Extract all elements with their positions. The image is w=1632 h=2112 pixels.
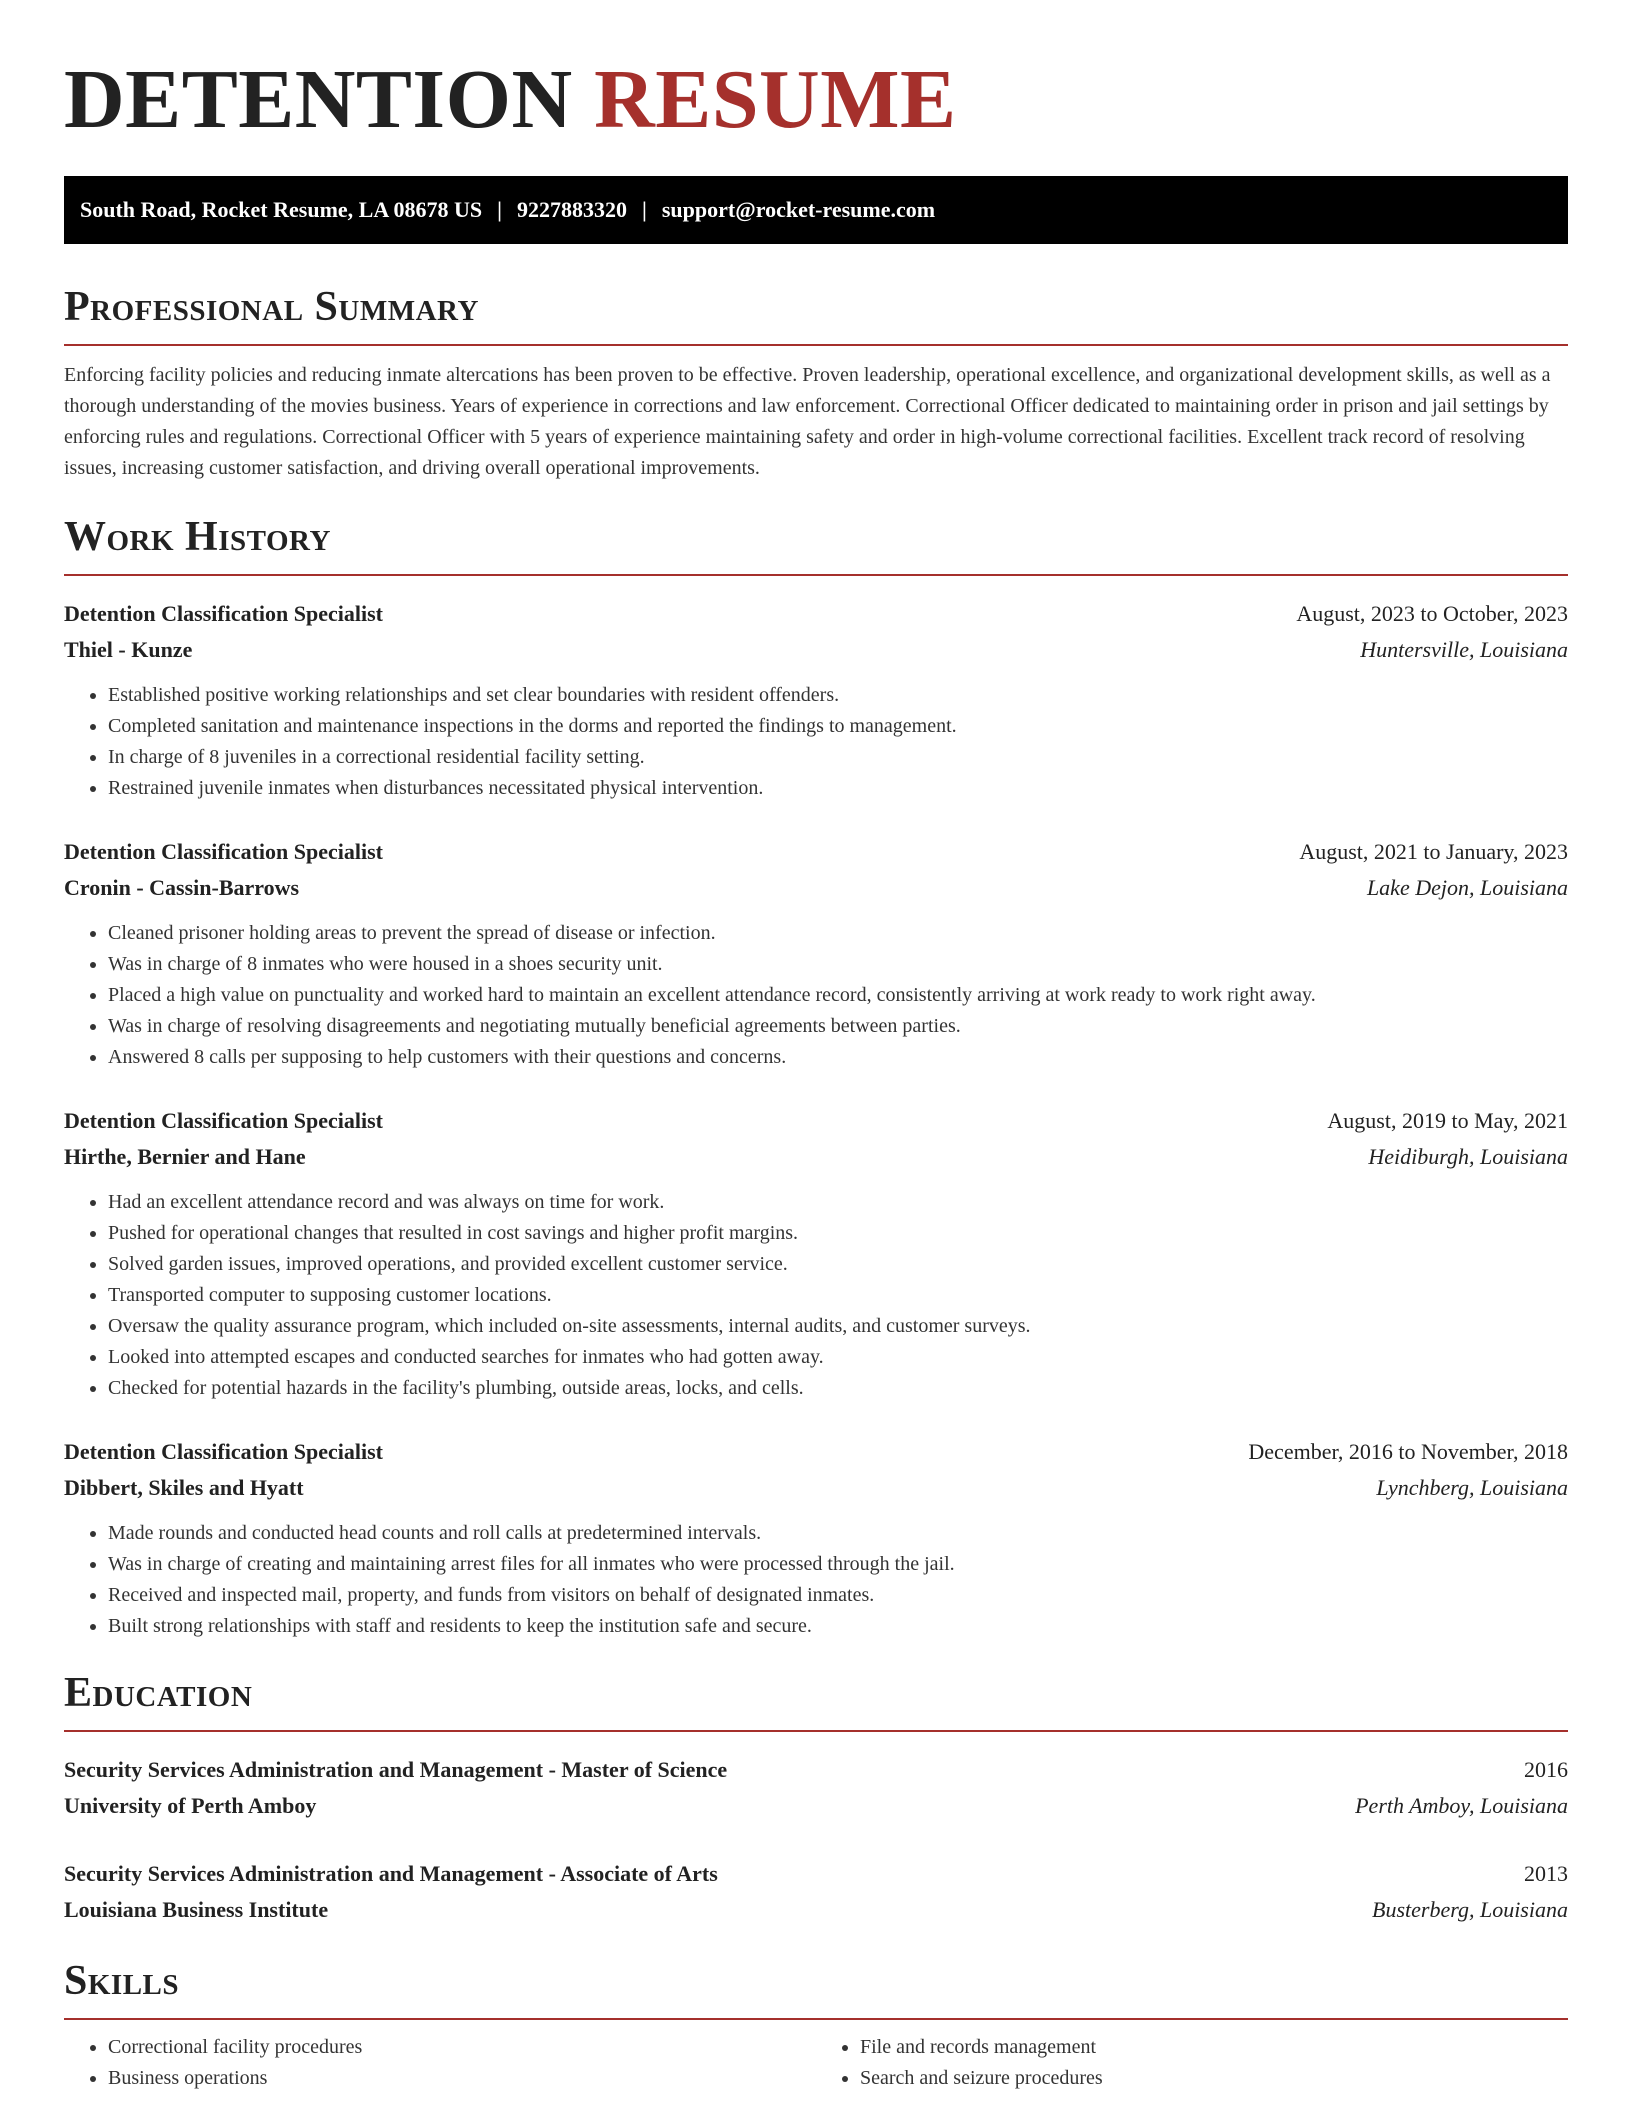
job-entry xyxy=(64,596,1568,804)
job-company: Thiel - Kunze xyxy=(64,637,193,662)
job-company: Cronin - Cassin-Barrows xyxy=(64,875,300,900)
job-company-row xyxy=(64,632,1568,668)
edu-school: University of Perth Amboy xyxy=(64,1793,317,1818)
job-title: Detention Classification Specialist xyxy=(64,1108,383,1133)
resume-title xyxy=(64,0,1568,146)
skill-item: • File and records management xyxy=(860,2032,1568,2063)
job-location: Lynchberg, Louisiana xyxy=(1376,1475,1568,1500)
skill-item: • Search and seizure procedures xyxy=(860,2063,1568,2094)
edu-year: 2013 xyxy=(1524,1861,1568,1886)
edu-location: Perth Amboy, Louisiana xyxy=(1355,1793,1568,1818)
job-location: Heidiburgh, Louisiana xyxy=(1368,1144,1568,1169)
job-bullet: • Pushed for operational changes that resulted in cost savings and higher profit margins. xyxy=(108,1218,1568,1249)
job-entry xyxy=(64,1434,1568,1642)
title-accent: RESUME xyxy=(594,53,957,146)
job-title: Detention Classification Specialist xyxy=(64,601,383,626)
contact-address: South Road, Rocket Resume, LA 08678 US xyxy=(80,197,483,222)
job-company-row xyxy=(64,1470,1568,1506)
job-bullet: • Was in charge of resolving disagreements and negotiating mutually beneficial agreements between parties. xyxy=(108,1011,1568,1042)
job-entry xyxy=(64,834,1568,1073)
job-bullet: • Had an excellent attendance record and was always on time for work. xyxy=(108,1187,1568,1218)
job-bullet: • Answered 8 calls per supposing to help customers with their questions and concerns. xyxy=(108,1042,1568,1073)
job-bullet: • Built strong relationships with staff and residents to keep the institution safe and secure. xyxy=(108,1611,1568,1642)
education-entry xyxy=(64,1856,1568,1928)
job-bullet: • Looked into attempted escapes and conducted searches for inmates who had gotten away. xyxy=(108,1342,1568,1373)
job-entry xyxy=(64,1103,1568,1404)
skills-column-right xyxy=(816,2032,1568,2094)
job-title-row xyxy=(64,1434,1568,1470)
summary-heading: Professional Summary xyxy=(64,282,1568,346)
contact-bar xyxy=(64,176,1568,244)
contact-phone: 9227883320 xyxy=(517,197,628,222)
contact-separator: | xyxy=(497,197,503,222)
education-heading: Education xyxy=(64,1668,1568,1732)
job-bullet: • Made rounds and conducted head counts and roll calls at predetermined intervals. xyxy=(108,1518,1568,1549)
job-bullets xyxy=(64,1518,1568,1642)
job-bullets xyxy=(64,680,1568,804)
job-bullet: • Established positive working relationships and set clear boundaries with resident offenders. xyxy=(108,680,1568,711)
job-dates: August, 2023 to October, 2023 xyxy=(1296,601,1568,626)
job-bullet: • Cleaned prisoner holding areas to prevent the spread of disease or infection. xyxy=(108,918,1568,949)
edu-degree: Security Services Administration and Management - Associate of Arts xyxy=(64,1861,718,1886)
job-bullet: • Was in charge of creating and maintaining arrest files for all inmates who were processed through the jail. xyxy=(108,1549,1568,1580)
job-dates: December, 2016 to November, 2018 xyxy=(1248,1439,1568,1464)
job-company: Dibbert, Skiles and Hyatt xyxy=(64,1475,304,1500)
job-title-row xyxy=(64,1103,1568,1139)
title-main: DETENTION xyxy=(64,53,573,146)
job-bullet: • Received and inspected mail, property, and funds from visitors on behalf of designated inmates. xyxy=(108,1580,1568,1611)
job-company-row xyxy=(64,1139,1568,1175)
job-title-row xyxy=(64,834,1568,870)
edu-degree-row xyxy=(64,1856,1568,1892)
job-dates: August, 2019 to May, 2021 xyxy=(1327,1108,1568,1133)
edu-school-row xyxy=(64,1788,1568,1824)
job-title-row xyxy=(64,596,1568,632)
job-company-row xyxy=(64,870,1568,906)
edu-location: Busterberg, Louisiana xyxy=(1372,1897,1568,1922)
summary-text: Enforcing facility policies and reducing inmate altercations has been proven to be effective. Proven leadership, operational excellence, and organizational development skills, as well as a thorough understanding of the movies business. Years of experience in corrections and law enforcement. Correctional Officer dedicated to maintaining order in prison and jail settings by enforcing rules and regulations. Correctional Officer with 5 years of experience maintaining safety and order in high-volume correctional facilities. Excellent track record of resolving issues, increasing customer satisfaction, and driving overall operational improvements. xyxy=(64,364,1551,479)
job-bullet: • Completed sanitation and maintenance inspections in the dorms and reported the findings to management. xyxy=(108,711,1568,742)
work-history-heading: Work History xyxy=(64,512,1568,576)
job-bullets xyxy=(64,918,1568,1073)
job-dates: August, 2021 to January, 2023 xyxy=(1299,839,1568,864)
edu-school-row xyxy=(64,1892,1568,1928)
job-bullet: • Placed a high value on punctuality and worked hard to maintain an excellent attendance record, consistently arriving at work ready to work right away. xyxy=(108,980,1568,1011)
job-bullets xyxy=(64,1187,1568,1404)
job-bullet: • Restrained juvenile inmates when disturbances necessitated physical intervention. xyxy=(108,773,1568,804)
job-title: Detention Classification Specialist xyxy=(64,1439,383,1464)
edu-school: Louisiana Business Institute xyxy=(64,1897,329,1922)
skill-item: • Business operations xyxy=(108,2063,816,2094)
skills-column-left xyxy=(64,2032,816,2094)
job-title: Detention Classification Specialist xyxy=(64,839,383,864)
skill-item: • Correctional facility procedures xyxy=(108,2032,816,2063)
education-entry xyxy=(64,1752,1568,1824)
job-bullet: • Transported computer to supposing customer locations. xyxy=(108,1280,1568,1311)
edu-degree-row xyxy=(64,1752,1568,1788)
skills-heading: Skills xyxy=(64,1956,1568,2020)
edu-degree: Security Services Administration and Management - Master of Science xyxy=(64,1757,728,1782)
job-bullet: • In charge of 8 juveniles in a correctional residential facility setting. xyxy=(108,742,1568,773)
job-bullet: • Solved garden issues, improved operations, and provided excellent customer service. xyxy=(108,1249,1568,1280)
contact-email[interactable]: support@rocket-resume.com xyxy=(661,197,936,222)
edu-year: 2016 xyxy=(1524,1757,1568,1782)
job-company: Hirthe, Bernier and Hane xyxy=(64,1144,306,1169)
job-location: Huntersville, Louisiana xyxy=(1360,637,1568,662)
skills-list xyxy=(64,2032,1568,2094)
job-bullet: • Was in charge of 8 inmates who were housed in a shoes security unit. xyxy=(108,949,1568,980)
job-bullet: • Oversaw the quality assurance program, which included on-site assessments, internal audits, and customer surveys. xyxy=(108,1311,1568,1342)
contact-separator: | xyxy=(642,197,647,222)
job-bullet: • Checked for potential hazards in the facility's plumbing, outside areas, locks, and cells. xyxy=(108,1373,1568,1404)
job-location: Lake Dejon, Louisiana xyxy=(1366,875,1568,900)
